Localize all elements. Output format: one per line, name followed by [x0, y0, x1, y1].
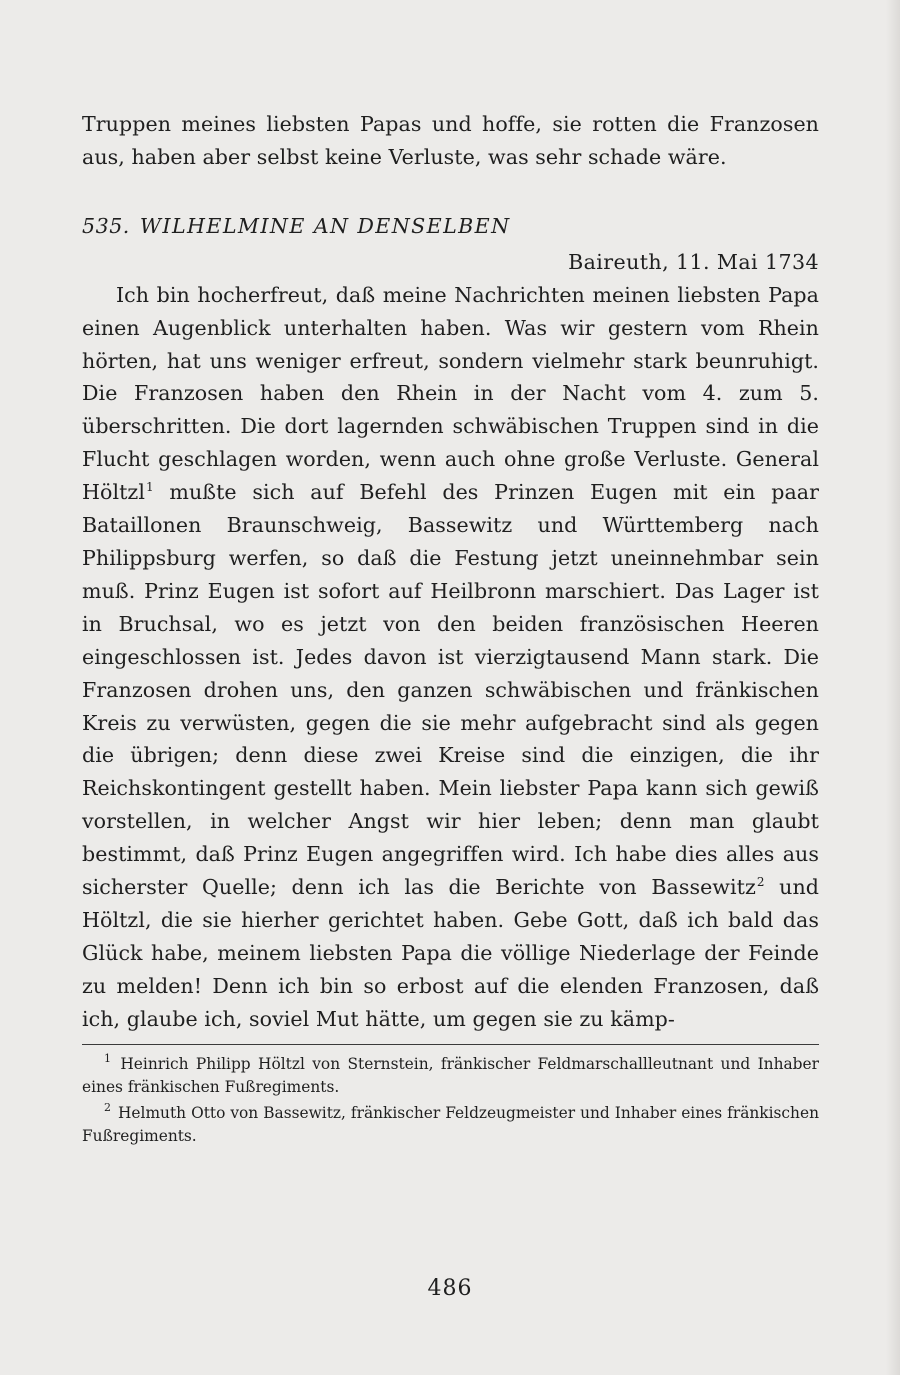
footnote-reference-2[interactable]: 2: [756, 875, 765, 890]
letter-dateline: Baireuth, 11. Mai 1734: [568, 249, 819, 274]
footnote-text-2: Helmuth Otto von Bassewitz, fränkischer Feldzeugmeister und Inhaber eines fränkischen Fußregiments.: [82, 1103, 819, 1145]
footnote-1: [82, 1053, 819, 1099]
page-number: 486: [427, 1276, 473, 1301]
letter-heading: [82, 210, 819, 242]
footnote-2: [82, 1102, 819, 1148]
letter-body-part-2: mußte sich auf Befehl des Prinzen Eugen mit ein paar Bataillonen Braunschweig, Bassewitz und Württemberg nach Philippsburg werfen, so daß die Festung jetzt uneinnehmbar sein muß. Prinz Eugen ist sofort auf Heilbronn marschiert. Das Lager ist in Bruchsal, wo es jetzt von den beiden französischen Heeren eingeschlossen ist. Jedes davon ist vierzigtausend Mann stark. Die Franzosen drohen uns, den ganzen schwäbischen und fränkischen Kreis zu verwüsten, gegen die sie mehr aufgebracht sind als gegen die übrigen; denn diese zwei Kreise sind die einzigen, die ihr Reichskontingent gestellt haben. Mein liebster Papa kann sich gewiß vorstellen, in welcher Angst wir hier leben; denn man glaubt bestimmt, daß Prinz Eugen angegriffen wird. Ich habe dies alles aus sicherster Quelle; denn ich las die Berichte von Bassewitz: [82, 480, 819, 900]
book-page: [82, 108, 819, 1151]
footnote-text-1: Heinrich Philipp Höltzl von Sternstein, fränkischer Feldmarschallleutnant und Inhaber eines fränkischen Fußregiments.: [82, 1054, 819, 1096]
letter-title: WILHELMINE AN DENSELBEN: [139, 213, 511, 238]
footnote-mark-1: 1: [104, 1052, 111, 1066]
footnote-divider: [82, 1044, 819, 1045]
previous-letter-ending: Truppen meines liebsten Papas und hoffe, sie rotten die Franzosen aus, haben aber selbst keine Verluste, was sehr schade wäre.: [82, 112, 819, 169]
letter-body: [82, 279, 819, 1036]
letter-body-part-1: Ich bin hocherfreut, daß meine Nachrichten meinen liebsten Papa einen Augenblick unterhalten haben. Was wir gestern vom Rhein hörten, hat uns weniger erfreut, sondern vielmehr stark beunruhigt. Die Franzosen haben den Rhein in der Nacht vom 4. zum 5. überschritten. Die dort lagernden schwäbischen Truppen sind in die Flucht geschlagen worden, wenn auch ohne große Verluste. General Höltzl: [82, 282, 819, 505]
footnote-mark-2: 2: [104, 1101, 111, 1115]
footnote-reference-1[interactable]: 1: [145, 480, 154, 495]
letter-body-part-3: und Höltzl, die sie hierher gerichtet haben. Gebe Gott, daß ich bald das Glück habe, meinem liebsten Papa die völlige Niederlage der Feinde zu melden! Denn ich bin so erbost auf die elenden Franzosen, daß ich, glaube ich, soviel Mut hätte, um gegen sie zu kämp-: [82, 875, 819, 1031]
footnotes: [82, 1053, 819, 1148]
letter-number: 535.: [82, 213, 130, 238]
page-edge-shadow: [886, 0, 900, 1375]
